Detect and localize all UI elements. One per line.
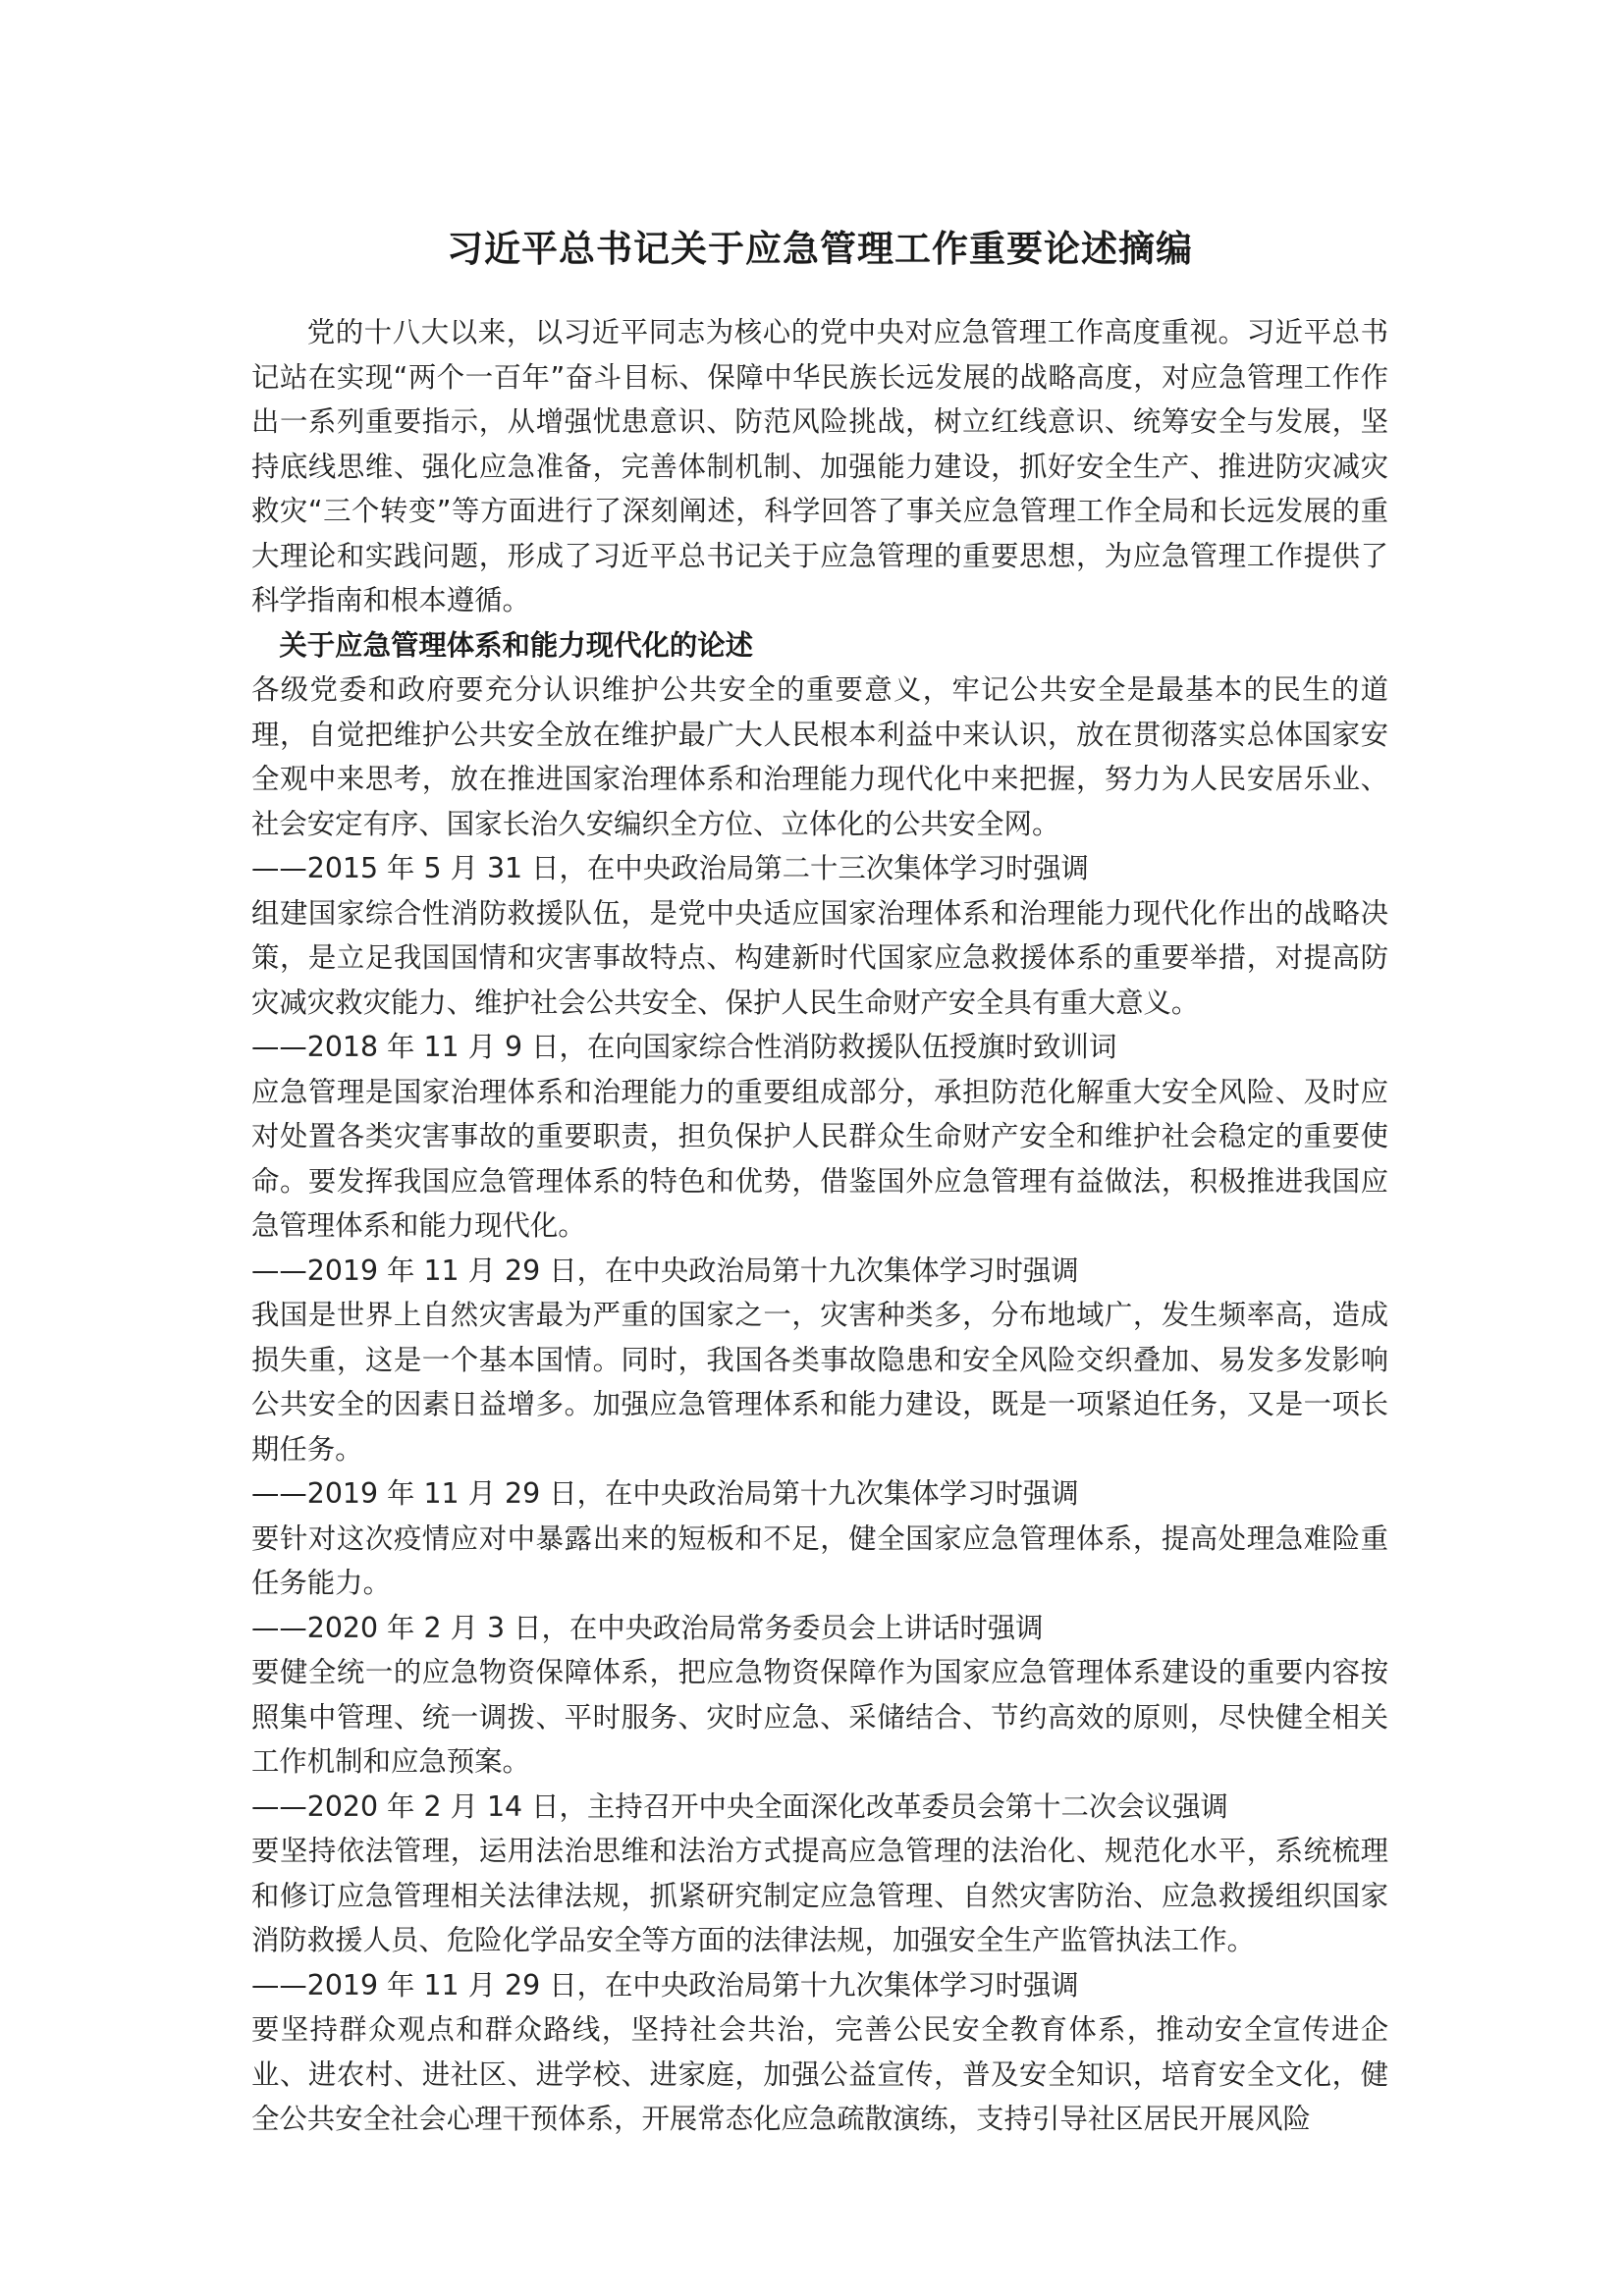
document-page	[251, 224, 1388, 2142]
document-title: 习近平总书记关于应急管理工作重要论述摘编	[447, 228, 1193, 270]
section-heading: 关于应急管理体系和能力现代化的论述	[279, 628, 754, 662]
quote-entry-2	[251, 891, 1388, 1070]
quote-text: 应急管理是国家治理体系和治理能力的重要组成部分，承担防范化解重大安全风险、及时应对处置各类灾害事故的重要职责，担负保护人民群众生命财产安全和维护社会稳定的重要使命。要发挥我国应急管理体系的特色和优势，借鉴国外应急管理有益做法，积极推进我国应急管理体系和能力现代化。	[251, 1075, 1388, 1242]
quote-text: 组建国家综合性消防救援队伍，是党中央适应国家治理体系和治理能力现代化作出的战略决策，是立足我国国情和灾害事故特点、构建新时代国家应急救援体系的重要举措，对提高防灾减灾救灾能力、维护社会公共安全、保护人民生命财产安全具有重大意义。	[251, 896, 1388, 1019]
quote-entry-5	[251, 1517, 1388, 1651]
quote-entry-1	[251, 667, 1388, 891]
quote-source: ——2019 年 11 月 29 日，在中央政治局第十九次集体学习时强调	[251, 1477, 1079, 1510]
quote-source: ——2018 年 11 月 9 日，在向国家综合性消防救援队伍授旗时致训词	[251, 1031, 1117, 1063]
quote-text: 各级党委和政府要充分认识维护公共安全的重要意义，牢记公共安全是最基本的民生的道理，自觉把维护公共安全放在维护最广大人民根本利益中来认识，放在贯彻落实总体国家安全观中来思考，放在推进国家治理体系和治理能力现代化中来把握，努力为人民安居乐业、社会安定有序、国家长治久安编织全方位、立体化的公共安全网。	[251, 673, 1388, 840]
quote-text: 我国是世界上自然灾害最为严重的国家之一，灾害种类多，分布地域广，发生频率高，造成损失重，这是一个基本国情。同时，我国各类事故隐患和安全风险交织叠加、易发多发影响公共安全的因素日益增多。加强应急管理体系和能力建设，既是一项紧迫任务，又是一项长期任务。	[251, 1299, 1388, 1466]
quote-entry-3	[251, 1070, 1388, 1294]
quote-source: ——2020 年 2 月 3 日，在中央政治局常务委员会上讲话时强调	[251, 1611, 1044, 1644]
quote-source: ——2015 年 5 月 31 日，在中央政治局第二十三次集体学习时强调	[251, 852, 1089, 884]
quote-text: 要针对这次疫情应对中暴露出来的短板和不足，健全国家应急管理体系，提高处理急难险重任务能力。	[251, 1522, 1388, 1599]
quote-entry-6	[251, 1650, 1388, 1829]
quote-entry-7	[251, 1829, 1388, 2007]
quote-entry-4	[251, 1293, 1388, 1517]
quote-source: ——2020 年 2 月 14 日，主持召开中央全面深化改革委员会第十二次会议强调	[251, 1789, 1228, 1823]
intro-paragraph: 党的十八大以来，以习近平同志为核心的党中央对应急管理工作高度重视。习近平总书记站在实现“两个一百年”奋斗目标、保障中华民族长远发展的战略高度，对应急管理工作作出一系列重要指示，从增强忧患意识、防范风险挑战，树立红线意识、统筹安全与发展，坚持底线思维、强化应急准备，完善体制机制、加强能力建设，抓好安全生产、推进防灾减灾救灾“三个转变”等方面进行了深刻阐述，科学回答了事关应急管理工作全局和长远发展的重大理论和实践问题，形成了习近平总书记关于应急管理的重要思想，为应急管理工作提供了科学指南和根本遵循。	[251, 316, 1388, 616]
quote-text: 要健全统一的应急物资保障体系，把应急物资保障作为国家应急管理体系建设的重要内容按照集中管理、统一调拨、平时服务、灾时应急、采储结合、节约高效的原则，尽快健全相关工作机制和应急预案。	[251, 1656, 1388, 1778]
quote-text: 要坚持群众观点和群众路线，坚持社会共治，完善公民安全教育体系，推动安全宣传进企业、进农村、进社区、进学校、进家庭，加强公益宣传，普及安全知识，培育安全文化，健全公共安全社会心理干预体系，开展常态化应急疏散演练，支持引导社区居民开展风险	[251, 2013, 1388, 2135]
quote-entry-8	[251, 2007, 1388, 2142]
quote-text: 要坚持依法管理，运用法治思维和法治方式提高应急管理的法治化、规范化水平，系统梳理和修订应急管理相关法律法规，抓紧研究制定应急管理、自然灾害防治、应急救援组织国家消防救援人员、危险化学品安全等方面的法律法规，加强安全生产监管执法工作。	[251, 1835, 1388, 1956]
quote-source: ——2019 年 11 月 29 日，在中央政治局第十九次集体学习时强调	[251, 1254, 1079, 1287]
quote-source: ——2019 年 11 月 29 日，在中央政治局第十九次集体学习时强调	[251, 1968, 1079, 2002]
